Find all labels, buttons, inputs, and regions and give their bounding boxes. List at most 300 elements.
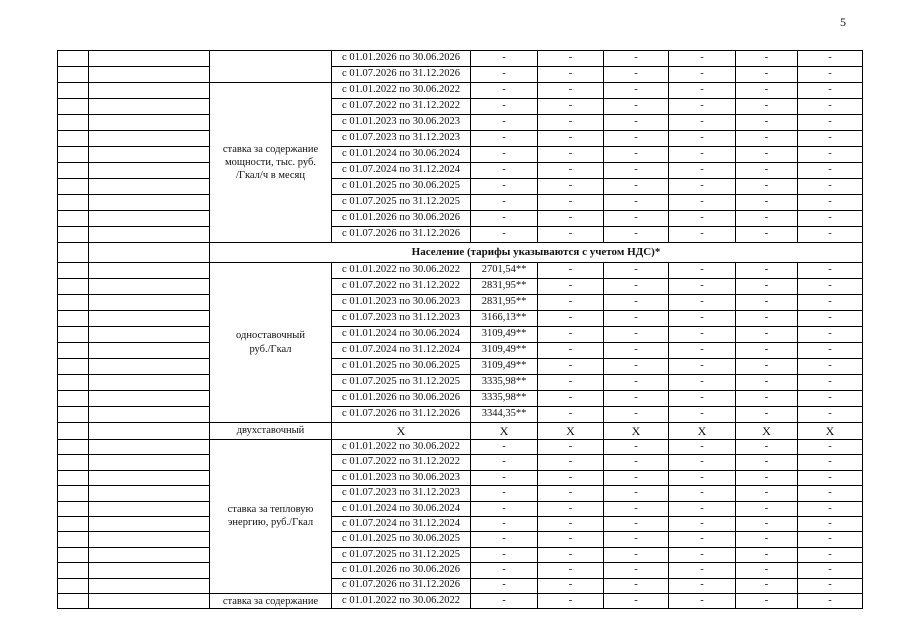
value-cell: 3335,98** [471,375,538,391]
value-cell: - [538,593,604,608]
value-cell: - [604,99,669,115]
value-cell: - [604,83,669,99]
row-number-cell [58,195,89,211]
row-number-cell [58,83,89,99]
value-cell: - [798,375,863,391]
value-cell: - [798,115,863,131]
name-cell [89,359,210,375]
value-cell: - [736,375,798,391]
value-cell: - [669,179,736,195]
value-cell: - [471,440,538,455]
name-cell [89,578,210,593]
value-cell: - [538,359,604,375]
value-cell: - [798,195,863,211]
value-cell: - [538,279,604,295]
value-cell: - [538,311,604,327]
row-number-cell [58,147,89,163]
value-cell: - [736,295,798,311]
value-cell: - [471,163,538,179]
period-cell: с 01.07.2026 по 31.12.2026 [332,67,471,83]
period-cell: с 01.07.2022 по 31.12.2022 [332,279,471,295]
value-cell: - [538,391,604,407]
value-cell: - [736,147,798,163]
name-cell [89,407,210,423]
value-cell: - [604,516,669,531]
row-number-cell [58,470,89,485]
value-cell: - [471,179,538,195]
name-cell [89,211,210,227]
value-cell: - [669,131,736,147]
value-cell: - [538,163,604,179]
value-cell: - [736,83,798,99]
name-cell [89,131,210,147]
table-row [58,578,863,593]
tariff-table-body [58,51,863,609]
section-header-row [58,243,863,263]
value-cell: - [669,147,736,163]
table-row [58,455,863,470]
value-cell: - [798,263,863,279]
row-number-cell [58,311,89,327]
period-cell: с 01.07.2022 по 31.12.2022 [332,99,471,115]
period-cell: с 01.01.2024 по 30.06.2024 [332,501,471,516]
row-number-cell [58,440,89,455]
value-cell: - [736,359,798,375]
row-number-cell [58,227,89,243]
name-cell [89,99,210,115]
value-cell: - [471,516,538,531]
value-cell: - [736,343,798,359]
period-cell: с 01.07.2023 по 31.12.2023 [332,486,471,501]
value-cell: - [669,375,736,391]
period-cell: с 01.01.2023 по 30.06.2023 [332,470,471,485]
table-row [58,263,863,279]
value-cell: 3335,98** [471,391,538,407]
value-cell: - [669,516,736,531]
period-cell: с 01.07.2022 по 31.12.2022 [332,455,471,470]
value-cell: - [604,532,669,547]
value-cell: - [471,147,538,163]
tariff-type-label: ставка за содержание мощности, тыс. руб. /Гкал/ч в месяц [210,83,332,243]
value-cell: - [798,131,863,147]
value-cell: - [669,532,736,547]
value-cell: - [538,375,604,391]
value-cell: - [736,51,798,67]
value-cell: - [798,211,863,227]
name-cell [89,470,210,485]
value-cell: - [736,163,798,179]
name-cell [89,593,210,608]
value-cell: - [604,486,669,501]
value-cell: - [798,440,863,455]
table-row [58,563,863,578]
period-cell: с 01.07.2026 по 31.12.2026 [332,227,471,243]
table-row [58,83,863,99]
value-cell: - [538,263,604,279]
value-cell: - [604,227,669,243]
value-cell: - [736,563,798,578]
value-cell: - [538,563,604,578]
value-cell: - [538,99,604,115]
table-row [58,311,863,327]
value-cell: - [736,516,798,531]
row-number-cell [58,327,89,343]
section-header: Население (тарифы указываются с учетом НДС)* [210,243,863,263]
value-cell: - [798,407,863,423]
row-number-cell [58,578,89,593]
value-cell: - [604,163,669,179]
table-row [58,547,863,562]
row-number-cell [58,163,89,179]
period-cell: с 01.01.2025 по 30.06.2025 [332,532,471,547]
tariff-type-label: двухставочный [210,423,332,440]
value-cell: - [604,311,669,327]
value-cell: - [604,501,669,516]
name-cell [89,295,210,311]
page-number: 5 [840,15,846,29]
period-cell: с 01.07.2025 по 31.12.2025 [332,195,471,211]
value-cell: - [736,327,798,343]
value-cell: - [538,295,604,311]
value-cell: - [604,440,669,455]
value-cell: - [798,295,863,311]
value-cell: X [471,423,538,440]
value-cell: - [736,99,798,115]
value-cell: - [736,67,798,83]
name-cell [89,547,210,562]
name-cell [89,263,210,279]
name-cell [89,195,210,211]
period-cell: с 01.07.2026 по 31.12.2026 [332,578,471,593]
name-cell [89,327,210,343]
value-cell: - [736,578,798,593]
value-cell: - [669,227,736,243]
name-cell [89,375,210,391]
value-cell: - [604,327,669,343]
value-cell: - [538,179,604,195]
value-cell: - [538,343,604,359]
value-cell: - [471,211,538,227]
value-cell: - [736,311,798,327]
row-number-cell [58,516,89,531]
row-number-cell [58,115,89,131]
value-cell: - [604,295,669,311]
table-row [58,99,863,115]
value-cell: - [736,391,798,407]
value-cell: - [736,470,798,485]
period-cell: с 01.01.2022 по 30.06.2022 [332,83,471,99]
value-cell: - [669,263,736,279]
name-cell [89,67,210,83]
value-cell: - [538,195,604,211]
value-cell: - [538,327,604,343]
value-cell: - [538,532,604,547]
value-cell: - [669,343,736,359]
period-cell: с 01.01.2026 по 30.06.2026 [332,391,471,407]
value-cell: - [736,593,798,608]
row-number-cell [58,455,89,470]
value-cell: - [669,547,736,562]
table-row [58,279,863,295]
table-row [58,407,863,423]
period-cell: с 01.07.2026 по 31.12.2026 [332,407,471,423]
value-cell: - [471,195,538,211]
value-cell: - [538,67,604,83]
table-row [58,131,863,147]
value-cell: - [669,115,736,131]
table-row [58,179,863,195]
row-number-cell [58,407,89,423]
value-cell: - [604,375,669,391]
value-cell: - [669,563,736,578]
value-cell: - [669,359,736,375]
name-cell [89,501,210,516]
value-cell: - [604,179,669,195]
value-cell: - [736,440,798,455]
value-cell: - [471,563,538,578]
row-number-cell [58,99,89,115]
name-cell [89,455,210,470]
value-cell: X [669,423,736,440]
value-cell: 2831,95** [471,295,538,311]
period-cell: с 01.01.2025 по 30.06.2025 [332,359,471,375]
period-cell: с 01.01.2022 по 30.06.2022 [332,593,471,608]
value-cell: - [538,501,604,516]
value-cell: - [798,547,863,562]
row-number-cell [58,179,89,195]
table-row [58,359,863,375]
name-cell [89,227,210,243]
value-cell: - [604,51,669,67]
value-cell: X [798,423,863,440]
row-number-cell [58,131,89,147]
table-row [58,516,863,531]
value-cell: - [604,359,669,375]
value-cell: - [471,67,538,83]
value-cell: - [798,67,863,83]
value-cell: - [798,516,863,531]
value-cell: - [538,51,604,67]
table-row [58,440,863,455]
value-cell: - [736,279,798,295]
value-cell: - [538,486,604,501]
value-cell: - [538,470,604,485]
row-number-cell [58,211,89,227]
value-cell: - [736,455,798,470]
value-cell: - [471,227,538,243]
value-cell: - [736,547,798,562]
value-cell: - [736,532,798,547]
value-cell: - [736,227,798,243]
value-cell: - [798,163,863,179]
row-number-cell [58,51,89,67]
value-cell: - [669,67,736,83]
value-cell: - [736,263,798,279]
value-cell: - [736,407,798,423]
value-cell: - [538,83,604,99]
row-number-cell [58,343,89,359]
table-row [58,295,863,311]
table-row [58,343,863,359]
value-cell: - [604,563,669,578]
value-cell: - [604,67,669,83]
value-cell: - [538,578,604,593]
table-row [58,115,863,131]
value-cell: - [669,578,736,593]
period-cell: с 01.01.2024 по 30.06.2024 [332,327,471,343]
period-cell: с 01.07.2023 по 31.12.2023 [332,311,471,327]
period-cell: с 01.01.2026 по 30.06.2026 [332,51,471,67]
table-row [58,67,863,83]
name-cell [89,115,210,131]
value-cell: - [669,195,736,211]
value-cell: - [604,470,669,485]
table-row [58,593,863,608]
period-cell: с 01.07.2025 по 31.12.2025 [332,547,471,562]
row-number-cell [58,593,89,608]
value-cell: - [604,147,669,163]
value-cell: - [538,211,604,227]
table-row [58,147,863,163]
value-cell: - [798,455,863,470]
period-cell: с 01.01.2023 по 30.06.2023 [332,115,471,131]
value-cell: - [538,147,604,163]
table-row [58,195,863,211]
value-cell: - [798,227,863,243]
value-cell: - [471,115,538,131]
name-cell [89,516,210,531]
period-cell: с 01.01.2025 по 30.06.2025 [332,179,471,195]
value-cell: - [798,391,863,407]
value-cell: - [798,99,863,115]
value-cell: - [669,83,736,99]
value-cell: - [736,486,798,501]
value-cell: - [604,593,669,608]
value-cell: - [471,470,538,485]
value-cell: - [736,501,798,516]
value-cell: - [669,470,736,485]
value-cell: - [736,211,798,227]
value-cell: - [538,407,604,423]
value-cell: - [538,131,604,147]
value-cell: 2701,54** [471,263,538,279]
period-cell: с 01.01.2024 по 30.06.2024 [332,147,471,163]
row-number-cell [58,423,89,440]
value-cell: - [471,51,538,67]
value-cell: 3166,13** [471,311,538,327]
value-cell: - [736,179,798,195]
period-cell: с 01.01.2022 по 30.06.2022 [332,440,471,455]
name-cell [89,179,210,195]
value-cell: - [798,179,863,195]
row-number-cell [58,391,89,407]
name-cell [89,423,210,440]
value-cell: - [538,547,604,562]
value-cell: - [798,311,863,327]
table-row [58,532,863,547]
value-cell: - [798,501,863,516]
value-cell: - [471,578,538,593]
period-cell: с 01.01.2022 по 30.06.2022 [332,263,471,279]
period-cell: с 01.07.2024 по 31.12.2024 [332,516,471,531]
period-cell: с 01.01.2023 по 30.06.2023 [332,295,471,311]
name-cell [89,279,210,295]
table-row [58,486,863,501]
row-number-cell [58,67,89,83]
row-number-cell [58,243,89,263]
value-cell: - [669,440,736,455]
value-cell: - [604,455,669,470]
name-cell [89,163,210,179]
value-cell: - [669,327,736,343]
value-cell: - [538,227,604,243]
name-cell [89,486,210,501]
value-cell: X [604,423,669,440]
value-cell: 3109,49** [471,327,538,343]
value-cell: 3109,49** [471,359,538,375]
value-cell: - [604,131,669,147]
value-cell: - [604,263,669,279]
value-cell: - [604,407,669,423]
value-cell: - [798,51,863,67]
name-cell [89,83,210,99]
value-cell: - [798,578,863,593]
table-row [58,327,863,343]
value-cell: - [604,578,669,593]
value-cell: - [604,211,669,227]
value-cell: - [669,407,736,423]
value-cell: - [798,83,863,99]
name-cell [89,440,210,455]
period-cell: с 01.07.2023 по 31.12.2023 [332,131,471,147]
value-cell: - [736,131,798,147]
tariff-table [57,50,863,609]
value-cell: - [471,547,538,562]
tariff-type-label [210,51,332,83]
row-number-cell [58,279,89,295]
value-cell: - [538,516,604,531]
value-cell: X [736,423,798,440]
value-cell: 2831,95** [471,279,538,295]
name-cell [89,147,210,163]
value-cell: - [604,547,669,562]
table-row [58,227,863,243]
name-cell [89,563,210,578]
value-cell: 3109,49** [471,343,538,359]
value-cell: - [669,295,736,311]
value-cell: - [736,115,798,131]
value-cell: - [471,532,538,547]
value-cell: - [669,593,736,608]
value-cell: - [798,593,863,608]
table-row [58,423,863,440]
value-cell: - [798,343,863,359]
value-cell: - [471,501,538,516]
row-number-cell [58,359,89,375]
period-cell: с 01.07.2024 по 31.12.2024 [332,163,471,179]
tariff-type-label: ставка за тепловую энергию, руб./Гкал [210,440,332,594]
value-cell: - [669,279,736,295]
value-cell: - [604,391,669,407]
name-cell [89,343,210,359]
table-row [58,391,863,407]
value-cell: - [604,195,669,211]
value-cell: - [604,343,669,359]
value-cell: - [538,455,604,470]
value-cell: - [798,279,863,295]
value-cell: - [538,115,604,131]
value-cell: - [798,563,863,578]
